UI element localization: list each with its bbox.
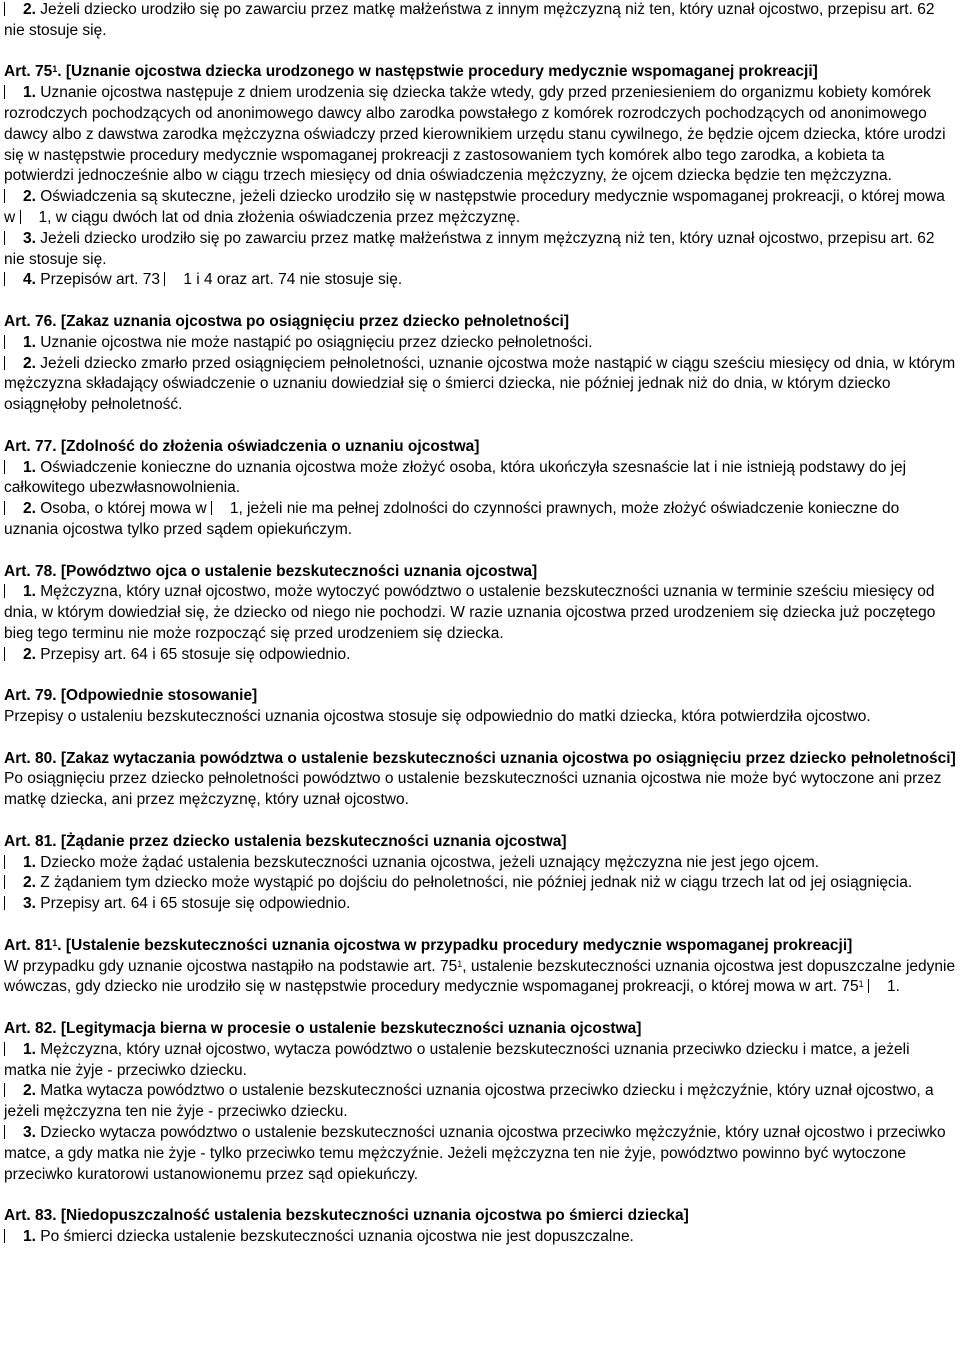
- paragraph-number: 1.: [23, 84, 36, 102]
- paragraph-mark: [164, 272, 177, 286]
- paragraph-mark: [4, 189, 17, 203]
- paragraph-mark: [4, 584, 17, 598]
- paragraph-text: Przepisów art. 73: [40, 271, 160, 289]
- paragraph-mark: [4, 647, 17, 661]
- paragraph-number: 3.: [23, 895, 36, 913]
- paragraph-mark: [4, 356, 17, 370]
- article-title: [Odpowiednie stosowanie]: [60, 687, 258, 705]
- paragraph-text: Uznanie ojcostwa następuje z dniem urodzenia się dziecka także wtedy, gdy przed przeniesieniem do organizmu kobiety komórek rozrodczych pochodzących od anonimowego dawcy albo zarodka powstałego z komórek rozrodczych pochodzących od anonimowego dawcy albo z dawstwa zarodka mężczyzna oświadczy przed kierownikiem urzędu stanu cywilnego, że będzie ojcem dziecka, które urodzi się w następstwie procedury medycznie wspomaganej prokreacji z zastosowaniem tych komórek albo tego zarodka, a kobieta ta potwierdzi jednocześnie albo w ciągu trzech miesięcy od dnia oświadczenia mężczyzny, że ojcem dziecka będzie ten mężczyzna.: [4, 84, 946, 185]
- paragraph-text: Dziecko może żądać ustalenia bezskuteczności uznania ojcostwa, jeżeli uznający mężczyzna nie jest jego ojcem.: [40, 853, 820, 871]
- article-label: Art. 78.: [4, 562, 57, 580]
- paragraph-number: 1.: [23, 333, 36, 351]
- paragraph-mark: [4, 231, 17, 245]
- article-title: [Niedopuszczalność ustalenia bezskuteczności uznania ojcostwa po śmierci dziecka]: [60, 1207, 689, 1225]
- paragraph-number: 2.: [23, 645, 36, 663]
- paragraph-number: 1.: [23, 583, 36, 601]
- paragraph-text: Przepisy art. 64 i 65 stosuje się odpowiednio.: [40, 645, 351, 663]
- paragraph-text: Dziecko wytacza powództwo o ustalenie bezskuteczności uznania ojcostwa przeciwko mężczyźnie, który uznał ojcostwo i przeciwko matce, a gdy matka nie żyje - tylko przeciwko temu mężczyźnie. Jeżeli mężczyzna ten nie żyje, powództwo powinno być wytoczone przeciwko kuratorowi ustanowionemu przez sąd opiekuńczy.: [4, 1124, 946, 1183]
- article-75-1-paragraph-3: [4, 229, 956, 271]
- paragraph-text: Po śmierci dziecka ustalenie bezskuteczności uznania ojcostwa nie jest dopuszczalne.: [40, 1228, 634, 1246]
- article-78-paragraph-2: [4, 645, 956, 666]
- article-label: Art. 82.: [4, 1020, 57, 1038]
- paragraph-number: 1.: [23, 853, 36, 871]
- article-label: Art. 81: [4, 936, 53, 954]
- article-82-paragraph-3: [4, 1123, 956, 1185]
- article-superscript: 1: [52, 937, 58, 948]
- article-83-heading: [4, 1206, 956, 1227]
- article-title: [Legitymacja bierna w procesie o ustalenie bezskuteczności uznania ojcostwa]: [60, 1020, 642, 1038]
- paragraph-number: 1.: [23, 458, 36, 476]
- article-title: . [Uznanie ojcostwa dziecka urodzonego w następstwie procedury medycznie wspomaganej prokreacji]: [57, 63, 818, 81]
- paragraph-text-continued: 1 i 4 oraz art. 74 nie stosuje się.: [183, 271, 403, 289]
- paragraph-text: Mężczyzna, który uznał ojcostwo, wytacza powództwo o ustalenie bezskuteczności uznania przeciwko dziecku i matce, a jeżeli matka nie żyje - przeciwko dziecku.: [4, 1040, 910, 1079]
- paragraph-mark: [4, 1125, 17, 1139]
- article-title: [Powództwo ojca o ustalenie bezskuteczności uznania ojcostwa]: [60, 562, 538, 580]
- article-title: [Zakaz wytaczania powództwa o ustalenie bezskuteczności uznania ojcostwa po osiągnięciu przez dziecko pełnoletności]: [60, 749, 956, 767]
- article-81-paragraph-3: [4, 894, 956, 915]
- paragraph-mark: [4, 272, 17, 286]
- article-label: Art. 77.: [4, 437, 57, 455]
- article-80-heading: [4, 749, 956, 770]
- paragraph-text: Jeżeli dziecko urodziło się po zawarciu przez matkę małżeństwa z innym mężczyzną niż ten, który uznał ojcostwo, przepisu art. 62 nie stosuje się.: [4, 1, 935, 39]
- paragraph-text: Z żądaniem tym dziecko może wystąpić po dojściu do pełnoletności, nie później jednak niż w ciągu trzech lat od jej osiągnięcia.: [40, 874, 913, 892]
- paragraph-text-continued: , ustalenie bezskuteczności uznania ojcostwa jest dopuszczalne jedynie wówczas, gdy dziecko nie urodziło się w następstwie procedury medycznie wspomaganej prokreacji, o której mowa w art. 75: [4, 957, 956, 996]
- paragraph-number: 1.: [23, 1228, 36, 1246]
- article-label: Art. 75: [4, 63, 53, 81]
- article-77-heading: [4, 437, 956, 458]
- paragraph-number: 2.: [23, 500, 36, 518]
- paragraph-mark: [4, 855, 17, 869]
- paragraph-mark: [4, 875, 17, 889]
- article-81-1-heading: [4, 936, 956, 957]
- paragraph-text-end: 1.: [886, 978, 900, 996]
- paragraph-number: 3.: [23, 1124, 36, 1142]
- paragraph-text: Mężczyzna, który uznał ojcostwo, może wytoczyć powództwo o ustalenie bezskuteczności uznania w terminie sześciu miesięcy od dnia, w którym dowiedział się, że dziecko od niego nie pochodzi. W razie uznania ojcostwa przed urodzeniem się dziecka już poczętego bieg tego terminu nie może rozpocząć się przed urodzeniem się dziecka.: [4, 583, 936, 642]
- article-75-1-paragraph-1: [4, 83, 956, 187]
- paragraph-mark: [4, 896, 17, 910]
- article-77-paragraph-1: [4, 458, 956, 500]
- paragraph-number: 1.: [23, 1040, 36, 1058]
- article-80-text: Po osiągnięciu przez dziecko pełnoletności powództwo o ustalenie bezskuteczności uznania ojcostwa nie może być wytoczone ani przez matkę dziecka, ani przez mężczyznę, który uznał ojcostwo.: [4, 770, 942, 809]
- paragraph-mark: [4, 1042, 17, 1056]
- paragraph-number: 2.: [23, 354, 36, 372]
- paragraph-number: 2.: [23, 1, 36, 18]
- article-81-1-text: [4, 957, 956, 999]
- paragraph-text: Oświadczenie konieczne do uznania ojcostwa może złożyć osoba, która ukończyła szesnaście lat i nie istnieją podstawy do jej całkowitego ubezwłasnowolnienia.: [4, 458, 907, 497]
- paragraph-mark: [868, 979, 881, 993]
- superscript: 1: [457, 958, 463, 969]
- article-79-heading: [4, 686, 956, 707]
- article-75-1-paragraph-2: [4, 187, 956, 229]
- article-76-paragraph-1: [4, 333, 956, 354]
- paragraph-text: Matka wytacza powództwo o ustalenie bezskuteczności uznania ojcostwa przeciwko dziecku i mężczyźnie, który uznał ojcostwo, a jeżeli mężczyzna ten nie żyje - przeciwko dziecku.: [4, 1082, 934, 1121]
- paragraph-text-continued: 1, w ciągu dwóch lat od dnia złożenia oświadczenia przez mężczyznę.: [38, 208, 521, 226]
- paragraph-text: Jeżeli dziecko zmarło przed osiągnięciem pełnoletności, uznanie ojcostwa może nastąpić w ciągu sześciu miesięcy od dnia, w którym mężczyzna składający oświadczenie o uznaniu dowiedział się o śmierci dziecka, nie później jednak niż do dnia, w którym dziecko osiągnęłoby pełnoletność.: [4, 354, 956, 414]
- article-79-text: Przepisy o ustaleniu bezskuteczności uznania ojcostwa stosuje się odpowiednio do matki dziecka, która potwierdziła ojcostwo.: [4, 708, 871, 726]
- article-label: Art. 81.: [4, 832, 57, 850]
- article-title: [Zakaz uznania ojcostwa po osiągnięciu przez dziecko pełnoletności]: [60, 312, 570, 330]
- paragraph-number: 4.: [23, 271, 36, 289]
- paragraph-mark: [211, 501, 224, 515]
- article-label: Art. 76.: [4, 312, 57, 330]
- article-75-1-paragraph-4: [4, 270, 956, 291]
- article-76-paragraph-2: [4, 354, 956, 416]
- article-81-paragraph-1: [4, 853, 956, 874]
- article-83-paragraph-1: [4, 1227, 956, 1248]
- article-78-heading: [4, 562, 956, 583]
- paragraph-2-fragment: [4, 0, 956, 42]
- paragraph-mark: [4, 85, 17, 99]
- paragraph-mark: [4, 1229, 17, 1243]
- paragraph-number: 3.: [23, 229, 36, 247]
- superscript: 1: [858, 979, 864, 990]
- article-75-1-heading: [4, 62, 956, 83]
- article-label: Art. 80.: [4, 749, 57, 767]
- article-76-heading: [4, 312, 956, 333]
- article-81-paragraph-2: [4, 873, 956, 894]
- article-82-heading: [4, 1019, 956, 1040]
- paragraph-text: Uznanie ojcostwa nie może nastąpić po osiągnięciu przez dziecko pełnoletności.: [40, 333, 593, 351]
- article-label: Art. 83.: [4, 1207, 57, 1225]
- paragraph-mark: [4, 501, 17, 515]
- article-82-paragraph-1: [4, 1040, 956, 1082]
- article-77-paragraph-2: [4, 499, 956, 541]
- paragraph-mark: [20, 210, 33, 224]
- paragraph-text: W przypadku gdy uznanie ojcostwa nastąpiło na podstawie art. 75: [4, 957, 458, 975]
- paragraph-text: Oświadczenia są skuteczne, jeżeli dziecko urodziło się w następstwie procedury medycznie wspomaganej prokreacji, o której mowa w: [4, 188, 945, 226]
- article-title: [Zdolność do złożenia oświadczenia o uznaniu ojcostwa]: [60, 437, 480, 455]
- paragraph-mark: [4, 335, 17, 349]
- article-title: [Żądanie przez dziecko ustalenia bezskuteczności uznania ojcostwa]: [60, 832, 567, 850]
- paragraph-mark: [4, 1083, 17, 1097]
- paragraph-number: 2.: [23, 1082, 36, 1100]
- article-title: . [Ustalenie bezskuteczności uznania ojcostwa w przypadku procedury medycznie wspomaganej prokreacji]: [57, 936, 853, 954]
- paragraph-mark: [4, 2, 17, 16]
- paragraph-text: Jeżeli dziecko urodziło się po zawarciu przez matkę małżeństwa z innym mężczyzną niż ten, który uznał ojcostwo, przepisu art. 62 nie stosuje się.: [4, 229, 935, 268]
- article-label: Art. 79.: [4, 687, 57, 705]
- paragraph-mark: [4, 460, 17, 474]
- article-78-paragraph-1: [4, 582, 956, 644]
- article-82-paragraph-2: [4, 1081, 956, 1123]
- article-superscript: 1: [52, 64, 58, 75]
- paragraph-number: 2.: [23, 874, 36, 892]
- paragraph-text: Osoba, o której mowa w: [40, 500, 207, 518]
- paragraph-text-continued: 1, jeżeli nie ma pełnej zdolności do czynności prawnych, może złożyć oświadczenie konieczne do uznania ojcostwa tylko przed sądem opiekuńczym.: [4, 500, 900, 538]
- article-81-heading: [4, 832, 956, 853]
- paragraph-number: 2.: [23, 188, 36, 206]
- paragraph-text: Przepisy art. 64 i 65 stosuje się odpowiednio.: [40, 895, 351, 913]
